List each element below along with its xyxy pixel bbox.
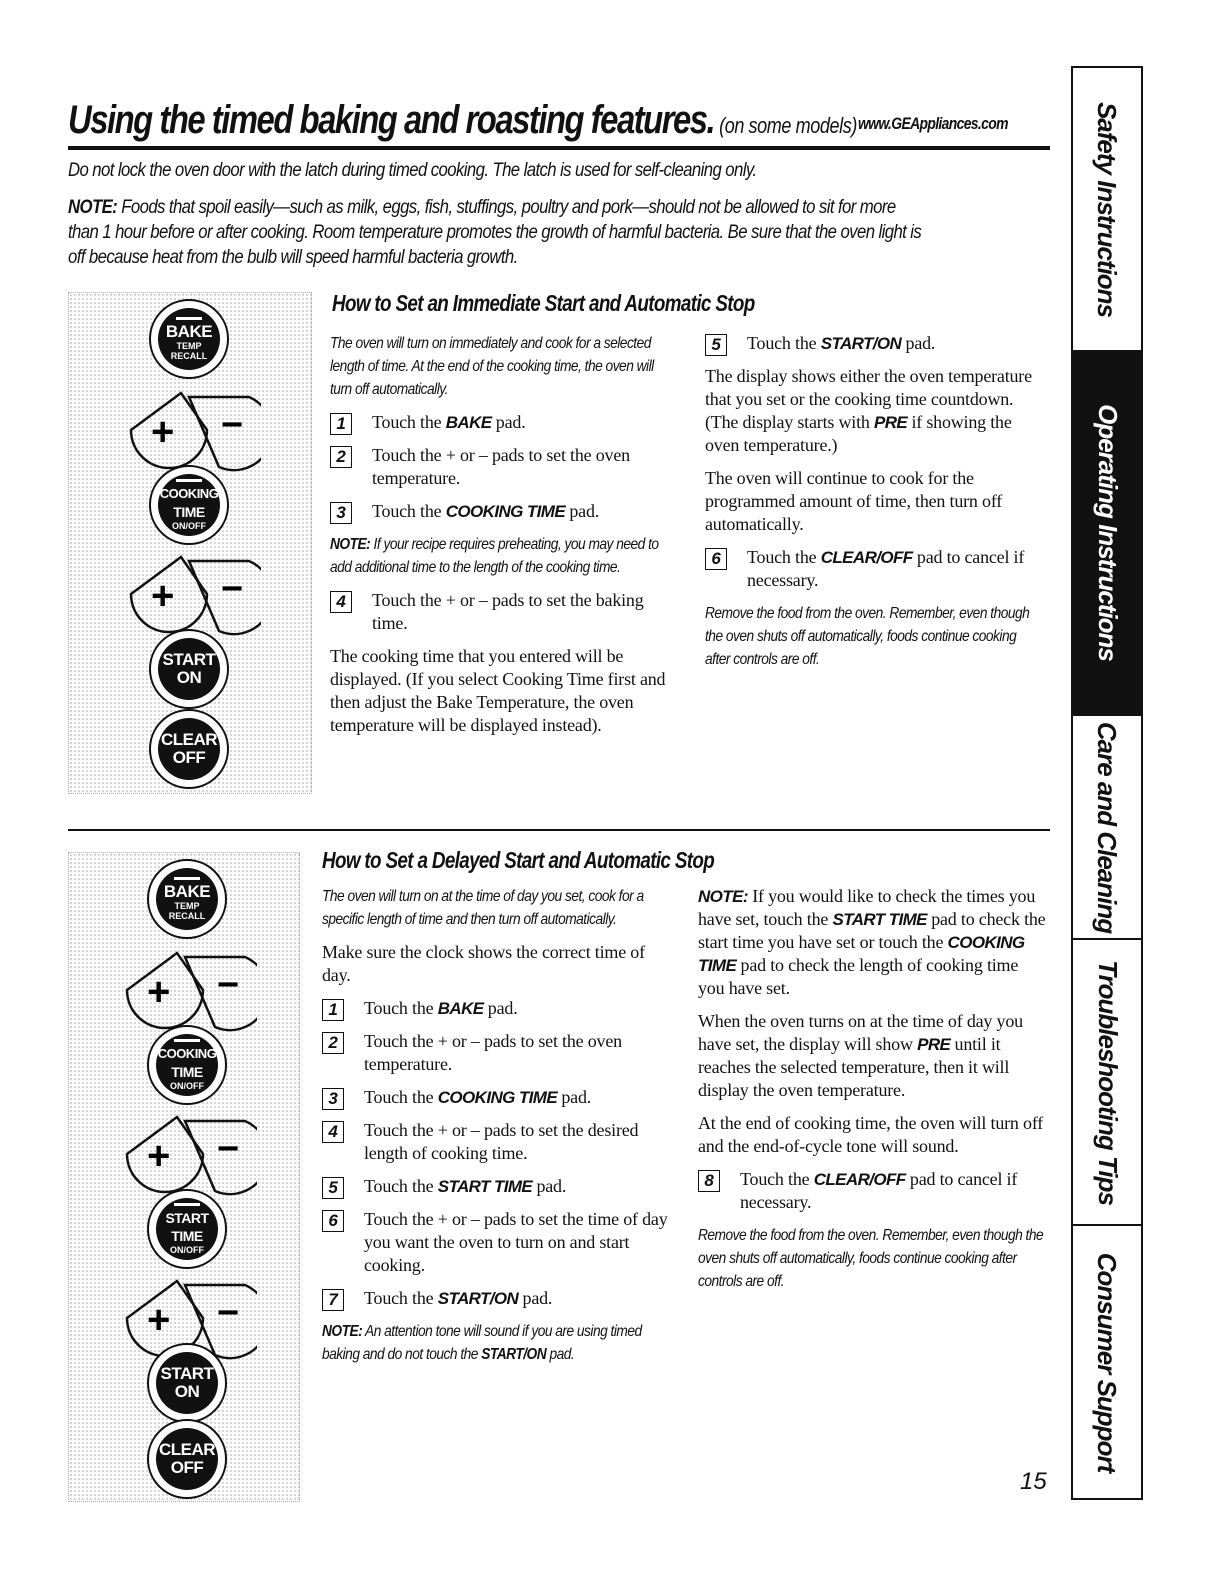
svg-text:−: − — [221, 568, 244, 610]
immediate-step-6: 6 Touch the CLEAR/OFF pad to cancel if necessary. — [705, 546, 1045, 592]
control-pad-panel-immediate — [68, 292, 312, 794]
tab-safety-instructions[interactable]: Safety Instructions — [1092, 101, 1123, 317]
tab-operating-instructions[interactable]: Operating Instructions — [1073, 350, 1141, 714]
page-title — [68, 98, 857, 143]
food-safety-note — [68, 195, 928, 270]
start-on-pad-icon: START ON — [147, 1343, 227, 1423]
end-of-cooking-text: At the end of cooking time, the oven will turn off and the end-of-cycle tone will sound. — [698, 1113, 1044, 1156]
page-subtitle: (on some models) — [719, 113, 857, 138]
immediate-column-left — [330, 332, 678, 747]
header-rule — [68, 146, 1050, 150]
plus-minus-pads-icon — [121, 549, 261, 639]
page-number: 15 — [1020, 1468, 1047, 1495]
clear-off-pad-icon: CLEAR OFF — [149, 709, 229, 789]
bake-pad-icon: BAKE TEMP RECALL — [147, 859, 227, 939]
tab-consumer-support[interactable]: Consumer Support — [1092, 1252, 1123, 1472]
cooking-time-displayed: The cooking time that you entered will be displayed. (If you select Cooking Time first and then adjust the Bake Temperature, the oven temperature will be displayed instead). — [330, 646, 666, 735]
food-safety-note-text: Foods that spoil easily—such as milk, eggs, fish, stuffings, poultry and pork—should not be allowed to sit for more than 1 hour before or after cooking. Room temperature promotes the growth of harmful bacteria. Be sure that the oven light is off because heat from the bulb will speed harmful bacteria growth. — [68, 196, 922, 268]
control-pad-panel-delayed — [68, 852, 300, 1502]
remove-food-note-immediate: Remove the food from the oven. Remember, even though the oven shuts off automatically, foods continue cooking after controls are off. — [705, 605, 1030, 668]
immediate-column-right — [705, 332, 1045, 681]
tab-troubleshooting-tips[interactable]: Troubleshooting Tips — [1092, 959, 1123, 1205]
svg-text:−: − — [217, 1292, 240, 1334]
display-shows-text: The display shows either the oven temperature that you set or the cooking time countdown. (The display starts with PRE if showing the oven temperature.) — [705, 366, 1032, 455]
svg-text:−: − — [221, 404, 244, 446]
delayed-step-3: 3 Touch the COOKING TIME pad. — [322, 1086, 670, 1109]
immediate-step-2: 2 Touch the + or – pads to set the oven temperature. — [330, 444, 678, 490]
plus-minus-pads-icon — [121, 385, 261, 475]
immediate-step-3: 3 Touch the COOKING TIME pad. — [330, 500, 678, 523]
plus-minus-pads-icon — [117, 1109, 257, 1199]
cooking-time-pad-icon: COOKING TIME ON/OFF — [147, 1025, 227, 1105]
plus-minus-pads-icon — [117, 945, 257, 1035]
svg-text:+: + — [151, 410, 175, 454]
svg-text:+: + — [151, 574, 175, 618]
delayed-column-right — [698, 885, 1046, 1303]
delayed-step-7: 7 Touch the START/ON pad. — [322, 1287, 670, 1310]
food-safety-note-label: NOTE: — [68, 196, 118, 218]
delayed-intro: The oven will turn on at the time of day you set, cook for a specific length of time and then turn off automatically. — [322, 888, 644, 928]
svg-text:+: + — [147, 1298, 171, 1342]
preheating-note: NOTE: If your recipe requires preheating, you may need to add additional time to the length of the cooking time. — [330, 536, 659, 576]
immediate-step-5: 5 Touch the START/ON pad. — [705, 332, 1045, 355]
check-times-note: NOTE: If you would like to check the times you have set, touch the START TIME pad to check the start time you have set or touch the COOKING TIME pad to check the length of cooking time you have set. — [698, 886, 1046, 998]
immediate-step-4: 4 Touch the + or – pads to set the baking time. — [330, 589, 678, 635]
start-on-pad-icon: START ON — [149, 629, 229, 709]
remove-food-note-delayed: Remove the food from the oven. Remember, even though the oven shuts off automatically, foods continue cooking after controls are off. — [698, 1227, 1044, 1290]
delayed-step-6: 6 Touch the + or – pads to set the time of day you want the oven to turn on and start cooking. — [322, 1208, 670, 1277]
latch-warning: Do not lock the oven door with the latch during timed cooking. The latch is used for self-cleaning only. — [68, 159, 757, 181]
immediate-intro: The oven will turn on immediately and cook for a selected length of time. At the end of the cooking time, the oven will turn off automatically. — [330, 335, 654, 398]
delayed-step-1: 1 Touch the BAKE pad. — [322, 997, 670, 1020]
svg-text:−: − — [217, 1128, 240, 1170]
oven-turns-on-text: When the oven turns on at the time of day you have set, the display will show PRE until it reaches the selected temperature, then it will display the oven temperature. — [698, 1011, 1023, 1100]
delayed-step-4: 4 Touch the + or – pads to set the desired length of cooking time. — [322, 1119, 670, 1165]
page-title-text: Using the timed baking and roasting features. — [68, 98, 715, 142]
clear-off-pad-icon: CLEAR OFF — [147, 1419, 227, 1499]
section-tabs — [1071, 66, 1143, 1500]
delayed-step-2: 2 Touch the + or – pads to set the oven temperature. — [322, 1030, 670, 1076]
section-divider — [68, 829, 1050, 831]
clock-check-text: Make sure the clock shows the correct time of day. — [322, 942, 645, 985]
delayed-step-5: 5 Touch the START TIME pad. — [322, 1175, 670, 1198]
tab-care-and-cleaning[interactable]: Care and Cleaning — [1092, 721, 1123, 933]
delayed-column-left — [322, 885, 670, 1376]
svg-text:+: + — [147, 1134, 171, 1178]
svg-text:−: − — [217, 964, 240, 1006]
start-time-pad-icon: START TIME ON/OFF — [147, 1189, 227, 1269]
svg-text:+: + — [147, 970, 171, 1014]
bake-pad-icon: BAKE TEMP RECALL — [149, 299, 229, 379]
attention-tone-note: NOTE: An attention tone will sound if you are using timed baking and do not touch the START/ON pad. — [322, 1323, 642, 1363]
oven-continues-text: The oven will continue to cook for the programmed amount of time, then turn off automatically. — [705, 468, 1003, 534]
immediate-step-1: 1 Touch the BAKE pad. — [330, 411, 678, 434]
delayed-step-8: 8 Touch the CLEAR/OFF pad to cancel if necessary. — [698, 1168, 1046, 1214]
website-url: www.GEAppliances.com — [858, 114, 1008, 133]
cooking-time-pad-icon: COOKING TIME ON/OFF — [149, 465, 229, 545]
immediate-start-title: How to Set an Immediate Start and Automatic Stop — [332, 290, 755, 316]
delayed-start-title: How to Set a Delayed Start and Automatic Stop — [322, 847, 715, 873]
